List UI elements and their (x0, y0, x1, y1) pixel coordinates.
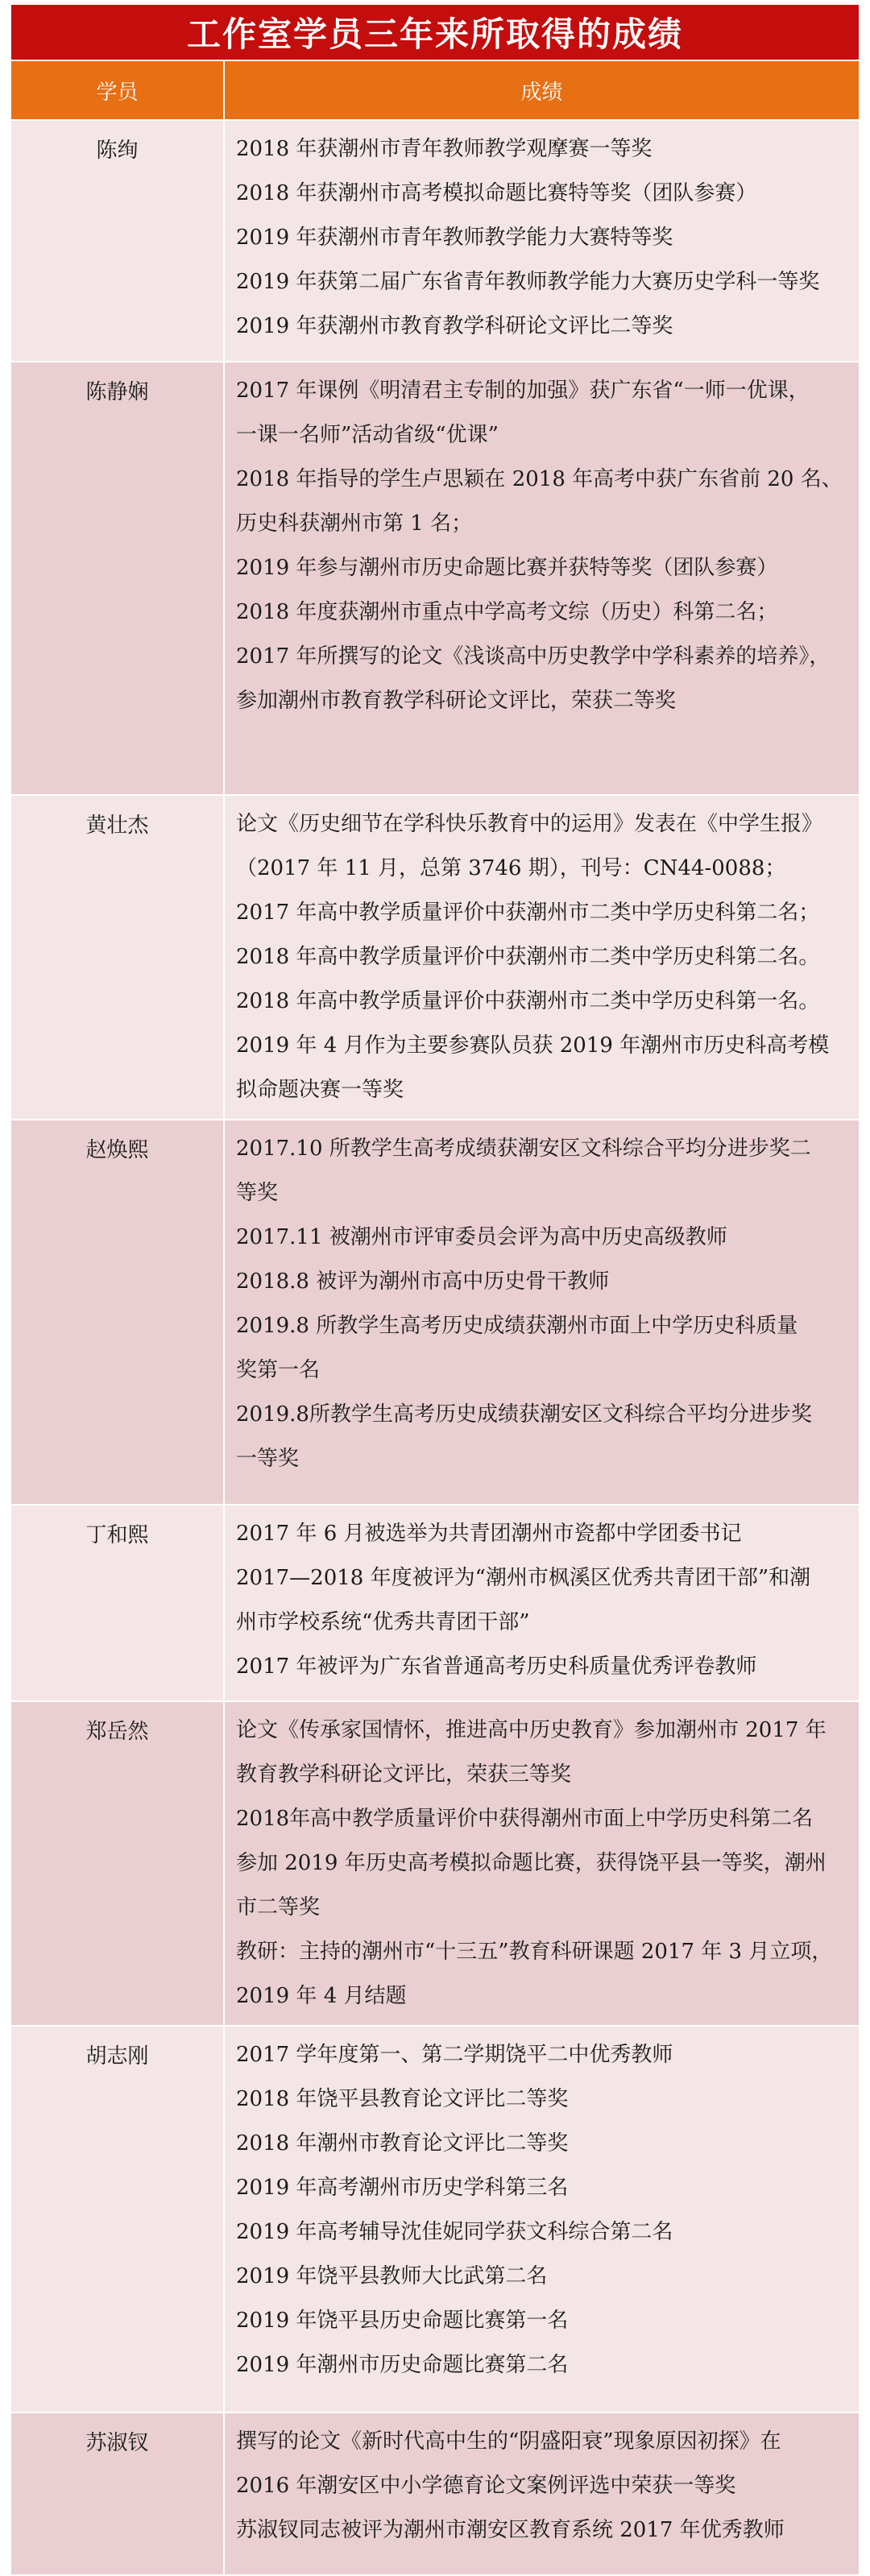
achievement-line: 2019.8 所教学生高考历史成绩获潮州市面上中学历史科质量 (236, 1314, 798, 1338)
table-row (11, 1120, 859, 1505)
achievement-line: 2019 年 4 月结题 (236, 1984, 407, 2008)
achievement-line: 2017 年高中教学质量评价中获潮州市二类中学历史科第二名； (236, 901, 820, 925)
achievement-line: 2019 年饶平县历史命题比赛第一名 (236, 2309, 569, 2333)
achievement-line: 2018 年指导的学生卢思颖在 2018 年高考中获广东省前 20 名、 (236, 467, 843, 491)
achievement-line: 州市学校系统“优秀共青团干部” (236, 1610, 530, 1634)
achievement-cell (224, 362, 859, 795)
achievement-line: 撰写的论文《新时代高中生的“阴盛阳衰”现象原因初探》在 (236, 2429, 781, 2454)
achievement-line: 2017 年所撰写的论文《浅谈高中历史教学中学科素养的培养》， (236, 644, 831, 669)
achievement-line: 2019 年 4 月作为主要参赛队员获 2019 年潮州市历史科高考模 (236, 1033, 830, 1058)
achievement-line: 2019.8所教学生高考历史成绩获潮安区文科综合平均分进步奖 (236, 1402, 812, 1427)
student-name: 苏淑钗 (11, 2412, 224, 2575)
achievement-line: 教育教学科研论文评比，荣获三等奖 (236, 1762, 572, 1787)
achievement-line: 2018 年获潮州市青年教师教学观摩赛一等奖 (236, 137, 652, 161)
table-row (11, 2412, 859, 2575)
achievement-line: 2017 年 6 月被选举为共青团潮州市瓷都中学团委书记 (236, 1522, 742, 1546)
header-achievements: 成绩 (224, 61, 859, 120)
achievement-line: 2018 年度获潮州市重点中学高考文综（历史）科第二名； (236, 600, 778, 624)
achievement-line: 2018年高中教学质量评价中获得潮州市面上中学历史科第二名 (236, 1807, 814, 1831)
achievement-line: 苏淑钗同志被评为潮州市潮安区教育系统 2017 年优秀教师 (236, 2518, 785, 2542)
achievement-cell (224, 1701, 859, 2026)
table-body (11, 120, 859, 2575)
achievement-line: 2019 年饶平县教师大比武第二名 (236, 2264, 548, 2288)
student-name: 郑岳然 (11, 1701, 224, 2026)
achievement-line: 2016 年潮安区中小学德育论文案例评选中荣获一等奖 (236, 2474, 736, 2498)
achievement-line: 2019 年高考潮州市历史学科第三名 (236, 2176, 569, 2200)
achievement-line: 2017 学年度第一、第二学期饶平二中优秀教师 (236, 2043, 673, 2067)
achievements-table (11, 61, 859, 2576)
achievement-cell (224, 120, 859, 362)
achievement-cell (224, 1505, 859, 1701)
achievement-line: 2018 年饶平县教育论文评比二等奖 (236, 2087, 569, 2111)
student-name: 陈静娴 (11, 362, 224, 795)
achievement-line: 奖第一名 (236, 1358, 321, 1382)
achievement-line: 历史科获潮州市第 1 名； (236, 511, 473, 536)
achievement-line: 2017—2018 年度被评为“潮州市枫溪区优秀共青团干部”和潮 (236, 1566, 811, 1590)
table-row (11, 1505, 859, 1701)
achievement-line: 论文《历史细节在学科快乐教育中的运用》发表在《中学生报》 (236, 812, 823, 836)
achievement-line: 一课一名师”活动省级“优课” (236, 423, 499, 447)
achievement-line: 参加潮州市教育教学科研论文评比，荣获二等奖 (236, 689, 677, 713)
achievement-line: 2019 年高考辅导沈佳妮同学获文科综合第二名 (236, 2220, 673, 2244)
achievement-line: 2017.10 所教学生高考成绩获潮安区文科综合平均分进步奖二 (236, 1137, 811, 1161)
student-name: 黄壮杰 (11, 795, 224, 1120)
achievement-line: 2018.8 被评为潮州市高中历史骨干教师 (236, 1269, 610, 1294)
achievement-line: 2017 年被评为广东省普通高考历史科质量优秀评卷教师 (236, 1655, 757, 1679)
achievement-line: 市二等奖 (236, 1895, 321, 1920)
page-title: 工作室学员三年来所取得的成绩 (11, 5, 859, 60)
achievement-line: 2017.11 被潮州市评审委员会评为高中历史高级教师 (236, 1225, 727, 1249)
achievement-line: 2018 年获潮州市高考模拟命题比赛特等奖（团队参赛） (236, 181, 757, 205)
student-name: 胡志刚 (11, 2026, 224, 2412)
achievement-line: 2018 年高中教学质量评价中获潮州市二类中学历史科第一名。 (236, 989, 820, 1013)
table-row (11, 1701, 859, 2026)
achievement-line: 拟命题决赛一等奖 (236, 1078, 404, 1102)
table-row (11, 2026, 859, 2412)
achievement-cell (224, 2412, 859, 2575)
table-row (11, 120, 859, 362)
student-name: 丁和熙 (11, 1505, 224, 1701)
achievement-line: 教研：主持的潮州市“十三五”教育科研课题 2017 年 3 月立项， (236, 1940, 833, 1964)
header-student: 学员 (11, 61, 224, 120)
achievement-line: 2018 年高中教学质量评价中获潮州市二类中学历史科第二名。 (236, 945, 820, 969)
achievement-line: 2019 年参与潮州市历史命题比赛并获特等奖（团队参赛） (236, 556, 778, 580)
achievement-line: 一等奖 (236, 1447, 300, 1471)
achievement-cell (224, 2026, 859, 2412)
table-row (11, 795, 859, 1120)
table-header-row (11, 61, 859, 120)
table-row (11, 362, 859, 795)
achievement-line: 论文《传承家国情怀，推进高中历史教育》参加潮州市 2017 年 (236, 1718, 826, 1742)
achievement-line: 2019 年获第二届广东省青年教师教学能力大赛历史学科一等奖 (236, 270, 820, 294)
achievement-line: 2019 年获潮州市青年教师教学能力大赛特等奖 (236, 226, 673, 250)
achievement-cell (224, 795, 859, 1120)
achievement-line: 2017 年课例《明清君主专制的加强》获广东省“一师一优课， (236, 379, 810, 403)
achievement-cell (224, 1120, 859, 1505)
achievement-line: 2019 年潮州市历史命题比赛第二名 (236, 2353, 569, 2377)
achievement-line: 2018 年潮州市教育论文评比二等奖 (236, 2131, 569, 2156)
achievement-line: 参加 2019 年历史高考模拟命题比赛，获得饶平县一等奖，潮州 (236, 1851, 826, 1875)
achievement-line: 等奖 (236, 1181, 279, 1205)
student-name: 赵焕熙 (11, 1120, 224, 1505)
achievement-line: （2017 年 11 月，总第 3746 期），刊号：CN44-0088； (236, 856, 786, 880)
student-name: 陈绚 (11, 120, 224, 362)
achievement-line: 2019 年获潮州市教育教学科研论文评比二等奖 (236, 314, 673, 338)
